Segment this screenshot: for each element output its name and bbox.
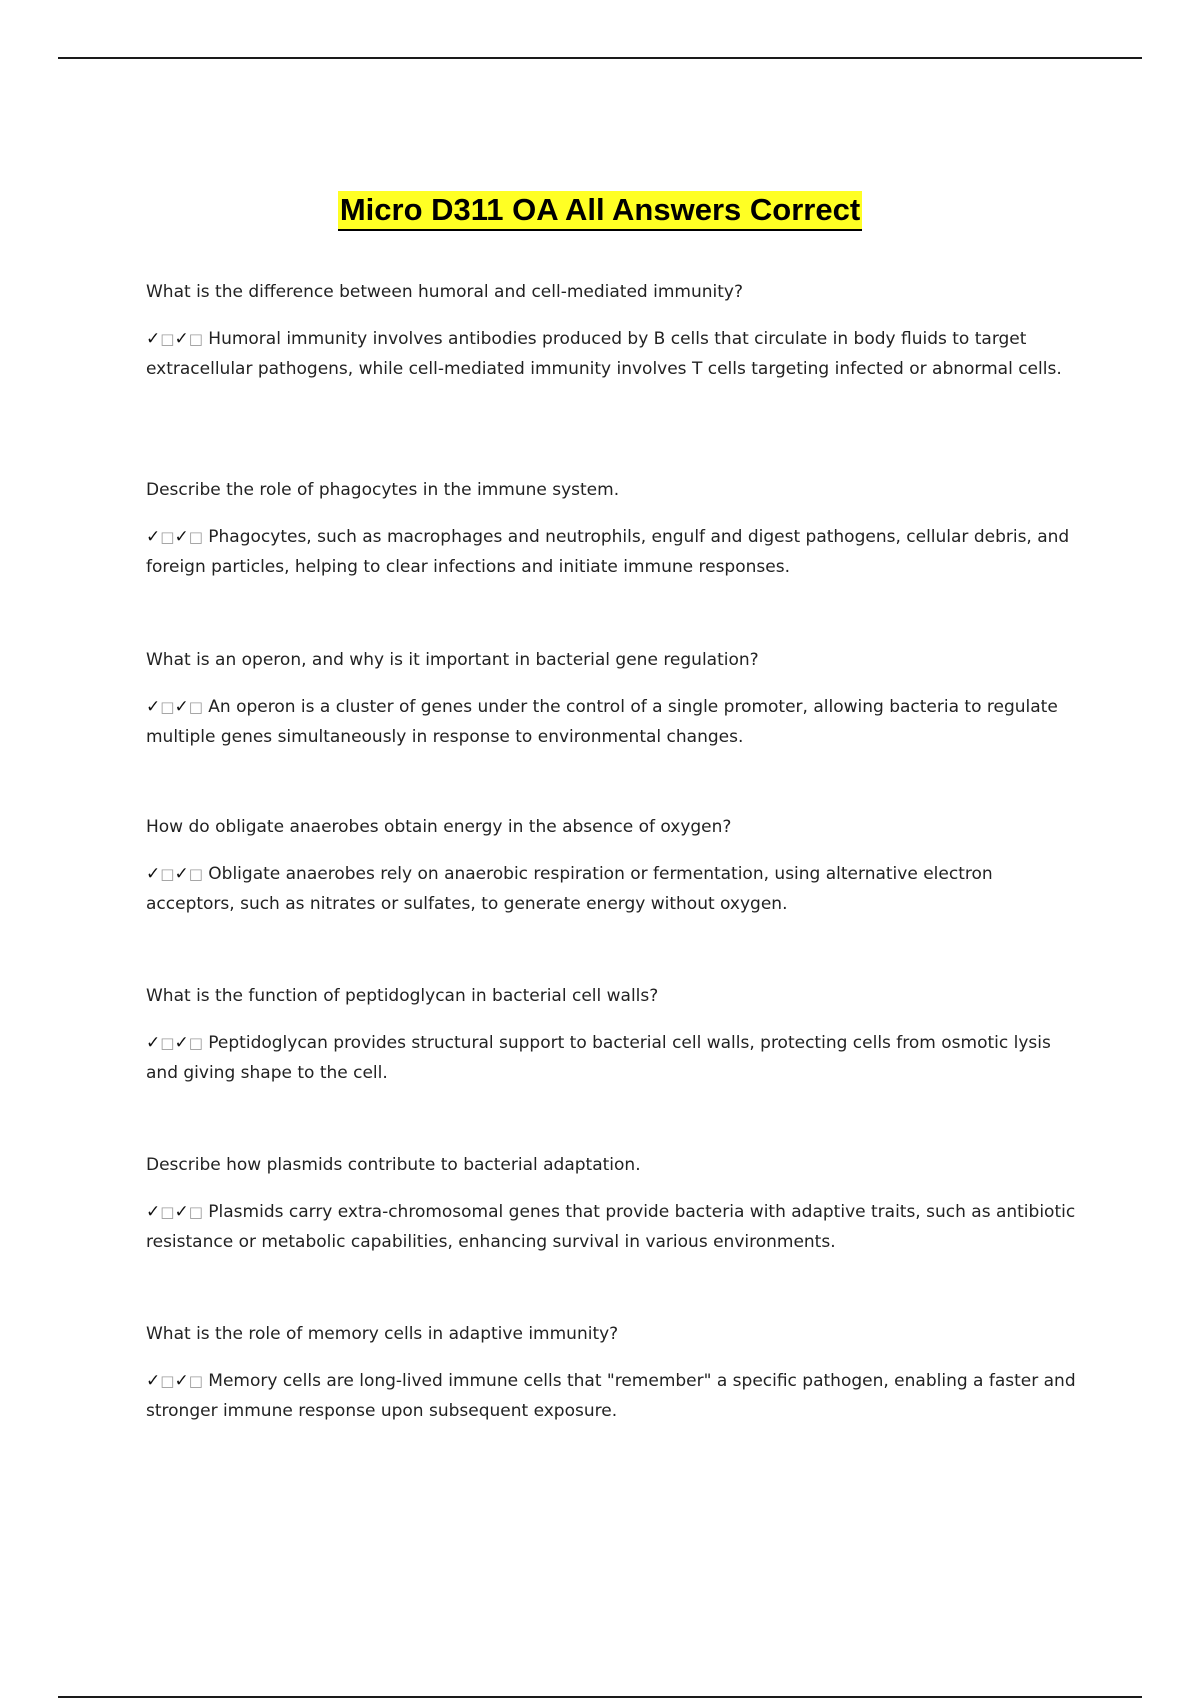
header-rule (58, 57, 1142, 59)
answer-text: Phagocytes, such as macrophages and neutrophils, engulf and digest pathogens, cellular debris, and foreign particles, helping to clear infections and initiate immune responses. (146, 527, 1070, 577)
check-icon: ✓ (174, 1371, 189, 1391)
check-icon: ✓ (174, 697, 189, 717)
answer-block (146, 692, 1086, 752)
check-icon: ✓ (174, 1033, 189, 1053)
qa-item (146, 984, 1086, 1088)
box-icon: □ (160, 528, 175, 546)
check-icon: ✓ (146, 1202, 161, 1222)
answer-block (146, 324, 1086, 384)
box-icon: □ (188, 1372, 203, 1390)
answer-block (146, 1197, 1086, 1257)
box-icon: □ (160, 865, 175, 883)
answer-text: An operon is a cluster of genes under the control of a single promoter, allowing bacteria to regulate multiple genes simultaneously in response to environmental changes. (146, 697, 1058, 747)
answer-text: Obligate anaerobes rely on anaerobic respiration or fermentation, using alternative electron acceptors, such as nitrates or sulfates, to generate energy without oxygen. (146, 864, 993, 914)
qa-item (146, 815, 1086, 919)
answer-text: Memory cells are long-lived immune cells that "remember" a specific pathogen, enabling a faster and stronger immune response upon subsequent exposure. (146, 1371, 1076, 1421)
box-icon: □ (188, 698, 203, 716)
check-icon: ✓ (174, 864, 189, 884)
box-icon: □ (160, 330, 175, 348)
answer-block (146, 859, 1086, 919)
question-text: What is the difference between humoral and cell-mediated immunity? (146, 282, 743, 302)
check-icon: ✓ (146, 864, 161, 884)
qa-item (146, 478, 1086, 582)
question-text: What is the function of peptidoglycan in bacterial cell walls? (146, 986, 659, 1006)
box-icon: □ (188, 528, 203, 546)
box-icon: □ (160, 1372, 175, 1390)
answer-text: Peptidoglycan provides structural support to bacterial cell walls, protecting cells from osmotic lysis and giving shape to the cell. (146, 1033, 1051, 1083)
question-text: Describe how plasmids contribute to bacterial adaptation. (146, 1155, 641, 1175)
title-block (0, 191, 1200, 231)
answer-block (146, 522, 1086, 582)
qa-item (146, 1153, 1086, 1257)
box-icon: □ (160, 1034, 175, 1052)
box-icon: □ (160, 1203, 175, 1221)
check-icon: ✓ (174, 527, 189, 547)
check-icon: ✓ (174, 329, 189, 349)
document-title: Micro D311 OA All Answers Correct (338, 191, 862, 231)
question-text: What is an operon, and why is it important in bacterial gene regulation? (146, 650, 759, 670)
answer-block (146, 1028, 1086, 1088)
qa-item (146, 648, 1086, 752)
box-icon: □ (188, 1034, 203, 1052)
check-icon: ✓ (146, 1033, 161, 1053)
check-icon: ✓ (146, 1371, 161, 1391)
qa-item (146, 1322, 1086, 1426)
box-icon: □ (188, 330, 203, 348)
footer-rule (58, 1696, 1142, 1698)
box-icon: □ (160, 698, 175, 716)
box-icon: □ (188, 865, 203, 883)
answer-text: Humoral immunity involves antibodies produced by B cells that circulate in body fluids to target extracellular pathogens, while cell-mediated immunity involves T cells targeting infected or abnormal cells. (146, 329, 1062, 379)
question-text: How do obligate anaerobes obtain energy in the absence of oxygen? (146, 817, 732, 837)
question-text: What is the role of memory cells in adaptive immunity? (146, 1324, 619, 1344)
check-icon: ✓ (174, 1202, 189, 1222)
check-icon: ✓ (146, 527, 161, 547)
answer-block (146, 1366, 1086, 1426)
check-icon: ✓ (146, 329, 161, 349)
answer-text: Plasmids carry extra-chromosomal genes that provide bacteria with adaptive traits, such as antibiotic resistance or metabolic capabilities, enhancing survival in various environments. (146, 1202, 1076, 1252)
box-icon: □ (188, 1203, 203, 1221)
check-icon: ✓ (146, 697, 161, 717)
qa-item (146, 280, 1086, 384)
question-text: Describe the role of phagocytes in the immune system. (146, 480, 620, 500)
